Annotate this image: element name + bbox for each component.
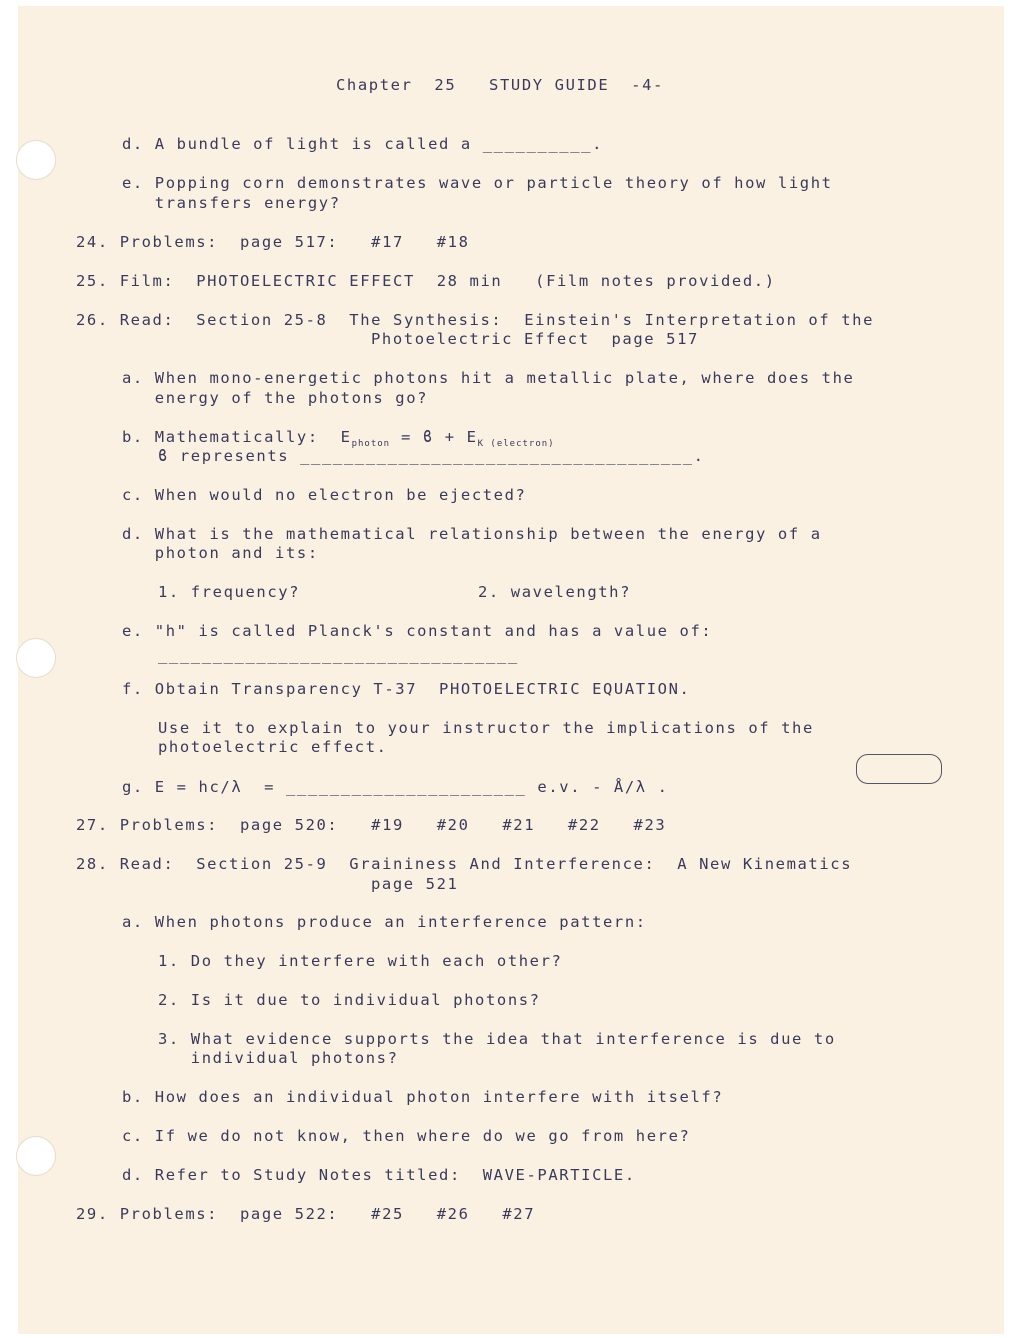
item-26e-planck: e. "h" is called Planck's constant and has a value of: bbox=[122, 622, 713, 640]
punch-hole-middle bbox=[16, 638, 56, 678]
item-28b-question: b. How does an individual photon interfere with itself? bbox=[122, 1088, 724, 1106]
answer-box bbox=[856, 754, 942, 784]
item-28-read: 28. Read: Section 25-9 Graininess And Interference: A New Kinematics bbox=[76, 855, 853, 873]
item-24-problems: 24. Problems: page 517: #17 #18 bbox=[76, 233, 470, 251]
item-26f-instruction: Use it to explain to your instructor the implications of the bbox=[158, 719, 814, 737]
item-d-bundle-of-light: d. A bundle of light is called a __________. bbox=[122, 135, 603, 153]
item-28a-question: a. When photons produce an interference pattern: bbox=[122, 913, 647, 931]
item-28c-question: c. If we do not know, then where do we go from here? bbox=[122, 1127, 691, 1145]
item-28a-2: 2. Is it due to individual photons? bbox=[158, 991, 541, 1009]
item-28-read-cont: page 521 bbox=[371, 875, 459, 893]
item-29-problems: 29. Problems: page 522: #25 #26 #27 bbox=[76, 1205, 536, 1223]
item-28a-3-cont: individual photons? bbox=[158, 1049, 399, 1067]
item-26-read-cont: Photoelectric Effect page 517 bbox=[371, 330, 699, 348]
item-26d-question: d. What is the mathematical relationship between the energy of a bbox=[122, 525, 822, 543]
item-25-film: 25. Film: PHOTOELECTRIC EFFECT 28 min (Film notes provided.) bbox=[76, 272, 776, 290]
item-26g-equation: g. E = hc/λ = ______________________ e.v. - Å/λ . bbox=[122, 778, 669, 796]
item-26a-question-cont: energy of the photons go? bbox=[122, 389, 429, 407]
punch-hole-top bbox=[16, 140, 56, 180]
item-26f-instruction-cont: photoelectric effect. bbox=[158, 738, 388, 756]
item-28a-3: 3. What evidence supports the idea that interference is due to bbox=[158, 1030, 836, 1048]
page-header: Chapter 25 STUDY GUIDE -4- bbox=[336, 76, 664, 94]
item-26b-represents: ϐ represents ____________________________________. bbox=[158, 447, 705, 465]
item-26f-transparency: f. Obtain Transparency T-37 PHOTOELECTRIC EQUATION. bbox=[122, 680, 691, 698]
item-26b-equation: b. Mathematically: $E_{photon} = ϐ + E_K$ $_{(electron)}$ bbox=[122, 428, 555, 449]
item-26d-question-cont: photon and its: bbox=[122, 544, 319, 562]
item-28a-1: 1. Do they interfere with each other? bbox=[158, 952, 563, 970]
item-26e-answer-blank: _________________________________ bbox=[158, 646, 519, 664]
punch-hole-bottom bbox=[16, 1136, 56, 1176]
item-e-popping-corn: e. Popping corn demonstrates wave or particle theory of how light bbox=[122, 174, 833, 192]
item-28d-study-notes: d. Refer to Study Notes titled: WAVE-PARTICLE. bbox=[122, 1166, 636, 1184]
item-26a-question: a. When mono-energetic photons hit a metallic plate, where does the bbox=[122, 369, 855, 387]
item-e-popping-corn-cont: transfers energy? bbox=[122, 194, 341, 212]
item-26d-wavelength: 2. wavelength? bbox=[478, 583, 632, 601]
item-26-read: 26. Read: Section 25-8 The Synthesis: Einstein's Interpretation of the bbox=[76, 311, 875, 329]
item-27-problems: 27. Problems: page 520: #19 #20 #21 #22 #23 bbox=[76, 816, 667, 834]
item-26c-question: c. When would no electron be ejected? bbox=[122, 486, 527, 504]
item-26d-frequency: 1. frequency? bbox=[158, 583, 301, 601]
